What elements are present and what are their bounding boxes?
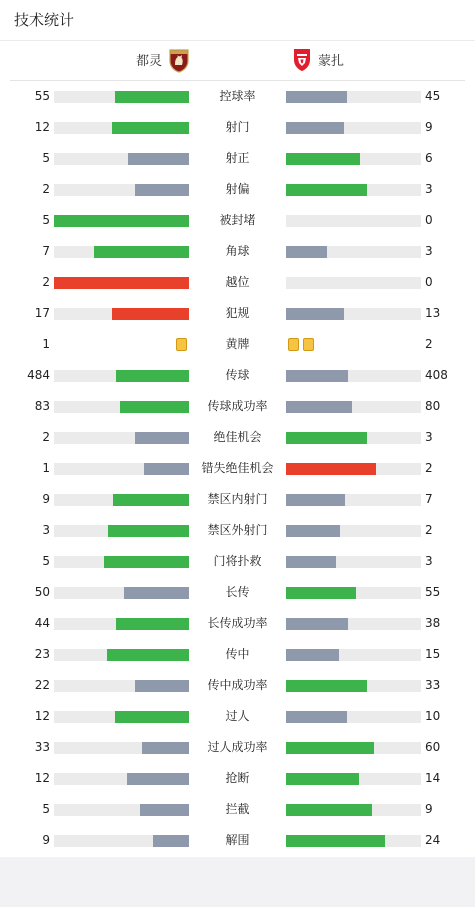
stat-label: 过人 (225, 709, 250, 723)
away-stat-bar (286, 587, 421, 599)
stat-row (0, 422, 475, 453)
home-stat-value: 55 (34, 89, 50, 103)
away-stat-value: 408 (425, 368, 448, 382)
monza-crest-icon (292, 47, 312, 77)
stat-row (0, 825, 475, 856)
away-stat-bar-fill (286, 649, 339, 661)
away-stat-bar (286, 680, 421, 692)
stat-row (0, 267, 475, 298)
away-stat-bar (286, 742, 421, 754)
home-stat-bar (54, 835, 189, 847)
stat-row (0, 732, 475, 763)
stat-row (0, 81, 475, 112)
stat-row (0, 577, 475, 608)
stat-row (0, 112, 475, 143)
home-stat-bar-fill (116, 618, 189, 630)
stat-row (0, 763, 475, 794)
away-stat-bar-fill (286, 556, 336, 568)
stat-row (0, 360, 475, 391)
away-yellow-cards (286, 338, 316, 351)
stat-label: 错失绝佳机会 (201, 461, 274, 475)
away-stat-bar (286, 215, 421, 227)
stat-row (0, 701, 475, 732)
stat-label: 被封堵 (219, 213, 256, 227)
away-stat-bar-fill (286, 432, 367, 444)
away-stat-value: 0 (425, 275, 433, 289)
away-stat-value: 45 (425, 89, 441, 103)
yellow-card-icon (303, 338, 314, 351)
home-stat-value: 5 (42, 554, 50, 568)
away-stat-value: 9 (425, 120, 433, 134)
away-stat-value: 3 (425, 554, 433, 568)
away-stat-value: 13 (425, 306, 441, 320)
away-team[interactable] (292, 49, 344, 75)
away-stat-bar (286, 463, 421, 475)
team-header (0, 41, 475, 81)
away-stat-bar (286, 494, 421, 506)
away-stat-bar (286, 184, 421, 196)
stat-row (0, 298, 475, 329)
home-stat-value: 3 (42, 523, 50, 537)
home-yellow-cards (174, 338, 189, 351)
home-stat-bar (54, 649, 189, 661)
stat-label: 控球率 (219, 89, 256, 103)
home-stat-value: 5 (42, 213, 50, 227)
home-team[interactable] (136, 49, 190, 75)
home-stat-bar (54, 463, 189, 475)
home-team-name: 都灵 (135, 54, 162, 69)
yellow-card-icon (288, 338, 299, 351)
home-stat-value: 2 (42, 275, 50, 289)
home-stat-bar-fill (116, 370, 189, 382)
home-stat-bar-fill (128, 153, 189, 165)
home-stat-bar-fill (107, 649, 189, 661)
away-stat-value: 2 (425, 523, 433, 537)
home-stat-bar (54, 618, 189, 630)
away-stat-bar (286, 91, 421, 103)
home-stat-value: 2 (42, 430, 50, 444)
stat-label: 传中成功率 (207, 678, 268, 692)
stat-row (0, 205, 475, 236)
home-stat-bar-fill (135, 184, 189, 196)
home-stat-value: 9 (42, 833, 50, 847)
away-stat-value: 55 (425, 585, 441, 599)
home-stat-bar-fill (127, 773, 189, 785)
home-stat-value: 1 (42, 337, 50, 351)
home-stat-bar (54, 680, 189, 692)
away-stat-bar-fill (286, 246, 327, 258)
away-stat-value: 7 (425, 492, 433, 506)
stat-row (0, 608, 475, 639)
away-stat-bar (286, 618, 421, 630)
away-stat-value: 80 (425, 399, 441, 413)
home-stat-value: 484 (27, 368, 50, 382)
home-stat-bar-fill (54, 215, 189, 227)
away-stat-value: 9 (425, 802, 433, 816)
away-stat-bar-fill (286, 773, 359, 785)
home-stat-value: 9 (42, 492, 50, 506)
stat-label: 射门 (225, 120, 250, 134)
home-stat-bar-fill (144, 463, 189, 475)
stat-label: 拦截 (225, 802, 250, 816)
away-stat-bar (286, 370, 421, 382)
home-stat-bar (54, 308, 189, 320)
stat-row (0, 794, 475, 825)
away-stat-value: 33 (425, 678, 441, 692)
stat-row (0, 391, 475, 422)
stat-label: 传中 (225, 647, 250, 661)
home-stat-value: 12 (34, 709, 50, 723)
stat-label: 射偏 (225, 182, 250, 196)
home-stat-bar-fill (120, 401, 189, 413)
away-stat-value: 2 (425, 461, 433, 475)
away-stat-value: 6 (425, 151, 433, 165)
stat-row (0, 174, 475, 205)
home-stat-value: 33 (34, 740, 50, 754)
home-stat-bar (54, 122, 189, 134)
stat-label: 射正 (225, 151, 250, 165)
away-stat-bar-fill (286, 494, 345, 506)
home-stat-value: 50 (34, 585, 50, 599)
home-stat-bar-fill (108, 525, 189, 537)
away-stat-bar-fill (286, 91, 347, 103)
home-stat-bar-fill (124, 587, 189, 599)
away-stat-bar-fill (286, 525, 340, 537)
away-stat-bar (286, 835, 421, 847)
away-stat-bar-fill (286, 153, 360, 165)
home-stat-value: 17 (34, 306, 50, 320)
stat-label: 越位 (225, 275, 250, 289)
stat-label: 传球 (225, 368, 250, 382)
stat-row (0, 329, 475, 360)
away-stat-bar (286, 122, 421, 134)
away-stat-bar-fill (286, 184, 367, 196)
home-stat-bar (54, 711, 189, 723)
home-stat-value: 2 (42, 182, 50, 196)
home-stat-bar-fill (115, 91, 189, 103)
away-stat-bar (286, 525, 421, 537)
stat-label: 门将扑救 (213, 554, 262, 568)
away-stat-value: 15 (425, 647, 441, 661)
away-stat-bar-fill (286, 463, 376, 475)
away-stat-value: 24 (425, 833, 441, 847)
home-stat-bar (54, 153, 189, 165)
stat-row (0, 453, 475, 484)
home-stat-bar-fill (104, 556, 189, 568)
home-stat-bar-fill (54, 277, 189, 289)
away-stat-bar-fill (286, 835, 385, 847)
away-stat-bar (286, 246, 421, 258)
home-stat-bar (54, 804, 189, 816)
away-stat-bar-fill (286, 401, 352, 413)
home-stat-value: 22 (34, 678, 50, 692)
stat-label: 过人成功率 (207, 740, 268, 754)
away-stat-bar (286, 773, 421, 785)
away-stat-value: 10 (425, 709, 441, 723)
stat-label: 禁区外射门 (207, 523, 268, 537)
home-stat-bar (54, 587, 189, 599)
home-stat-bar (54, 525, 189, 537)
home-stat-value: 1 (42, 461, 50, 475)
away-stat-bar-fill (286, 370, 348, 382)
stat-row (0, 515, 475, 546)
home-stat-value: 5 (42, 151, 50, 165)
stat-label: 长传 (225, 585, 250, 599)
stat-row (0, 484, 475, 515)
away-stat-bar (286, 153, 421, 165)
away-stat-bar (286, 432, 421, 444)
stat-row (0, 143, 475, 174)
home-stat-bar-fill (94, 246, 189, 258)
home-stat-bar-fill (153, 835, 189, 847)
home-stat-bar (54, 246, 189, 258)
home-stat-value: 5 (42, 802, 50, 816)
away-stat-value: 3 (425, 182, 433, 196)
home-stat-bar (54, 773, 189, 785)
home-stat-bar (54, 401, 189, 413)
away-stat-bar (286, 308, 421, 320)
away-stat-bar-fill (286, 804, 372, 816)
away-stat-bar (286, 649, 421, 661)
away-stat-bar (286, 401, 421, 413)
home-stat-bar (54, 556, 189, 568)
home-stat-bar (54, 277, 189, 289)
home-stat-bar (54, 91, 189, 103)
home-stat-bar-fill (113, 494, 189, 506)
away-stat-value: 14 (425, 771, 441, 785)
away-stat-value: 38 (425, 616, 441, 630)
away-stat-bar-fill (286, 122, 344, 134)
home-stat-bar-fill (112, 122, 189, 134)
stat-row (0, 670, 475, 701)
home-stat-bar (54, 215, 189, 227)
stat-label: 绝佳机会 (213, 430, 262, 444)
stat-label: 抢断 (225, 771, 250, 785)
home-stat-value: 83 (34, 399, 50, 413)
home-stat-bar-fill (135, 680, 189, 692)
section-title: 技术统计 (14, 11, 75, 29)
away-stat-bar-fill (286, 711, 347, 723)
stats-list (0, 81, 475, 856)
away-stat-bar-fill (286, 618, 348, 630)
stat-row (0, 236, 475, 267)
home-stat-bar (54, 432, 189, 444)
away-stat-bar-fill (286, 742, 374, 754)
home-stat-value: 7 (42, 244, 50, 258)
torino-crest-icon (168, 47, 190, 77)
stat-label: 传球成功率 (207, 399, 268, 413)
stat-label: 禁区内射门 (207, 492, 268, 506)
away-stat-bar-fill (286, 308, 344, 320)
stat-label: 解围 (225, 833, 250, 847)
away-stat-value: 2 (425, 337, 433, 351)
away-stat-bar-fill (286, 587, 356, 599)
away-stat-bar (286, 711, 421, 723)
away-stat-bar (286, 556, 421, 568)
away-stat-value: 0 (425, 213, 433, 227)
away-stat-value: 3 (425, 244, 433, 258)
stat-label: 黄牌 (225, 337, 250, 351)
yellow-card-icon (176, 338, 187, 351)
home-stat-bar (54, 742, 189, 754)
away-stat-value: 3 (425, 430, 433, 444)
home-stat-value: 44 (34, 616, 50, 630)
home-stat-bar-fill (135, 432, 189, 444)
stat-label: 角球 (225, 244, 250, 258)
home-stat-bar (54, 370, 189, 382)
home-stat-bar-fill (142, 742, 189, 754)
home-stat-bar (54, 184, 189, 196)
stat-label: 长传成功率 (207, 616, 268, 630)
away-stat-bar-fill (286, 680, 367, 692)
home-stat-value: 12 (34, 120, 50, 134)
away-team-name: 蒙扎 (318, 54, 345, 69)
home-stat-bar-fill (140, 804, 189, 816)
stat-row (0, 639, 475, 670)
away-stat-bar (286, 804, 421, 816)
home-stat-bar (54, 494, 189, 506)
home-stat-bar-fill (115, 711, 189, 723)
home-stat-value: 12 (34, 771, 50, 785)
away-stat-value: 60 (425, 740, 441, 754)
away-stat-bar (286, 277, 421, 289)
stat-label: 犯规 (225, 306, 250, 320)
home-stat-value: 23 (34, 647, 50, 661)
home-stat-bar-fill (112, 308, 189, 320)
stat-row (0, 546, 475, 577)
